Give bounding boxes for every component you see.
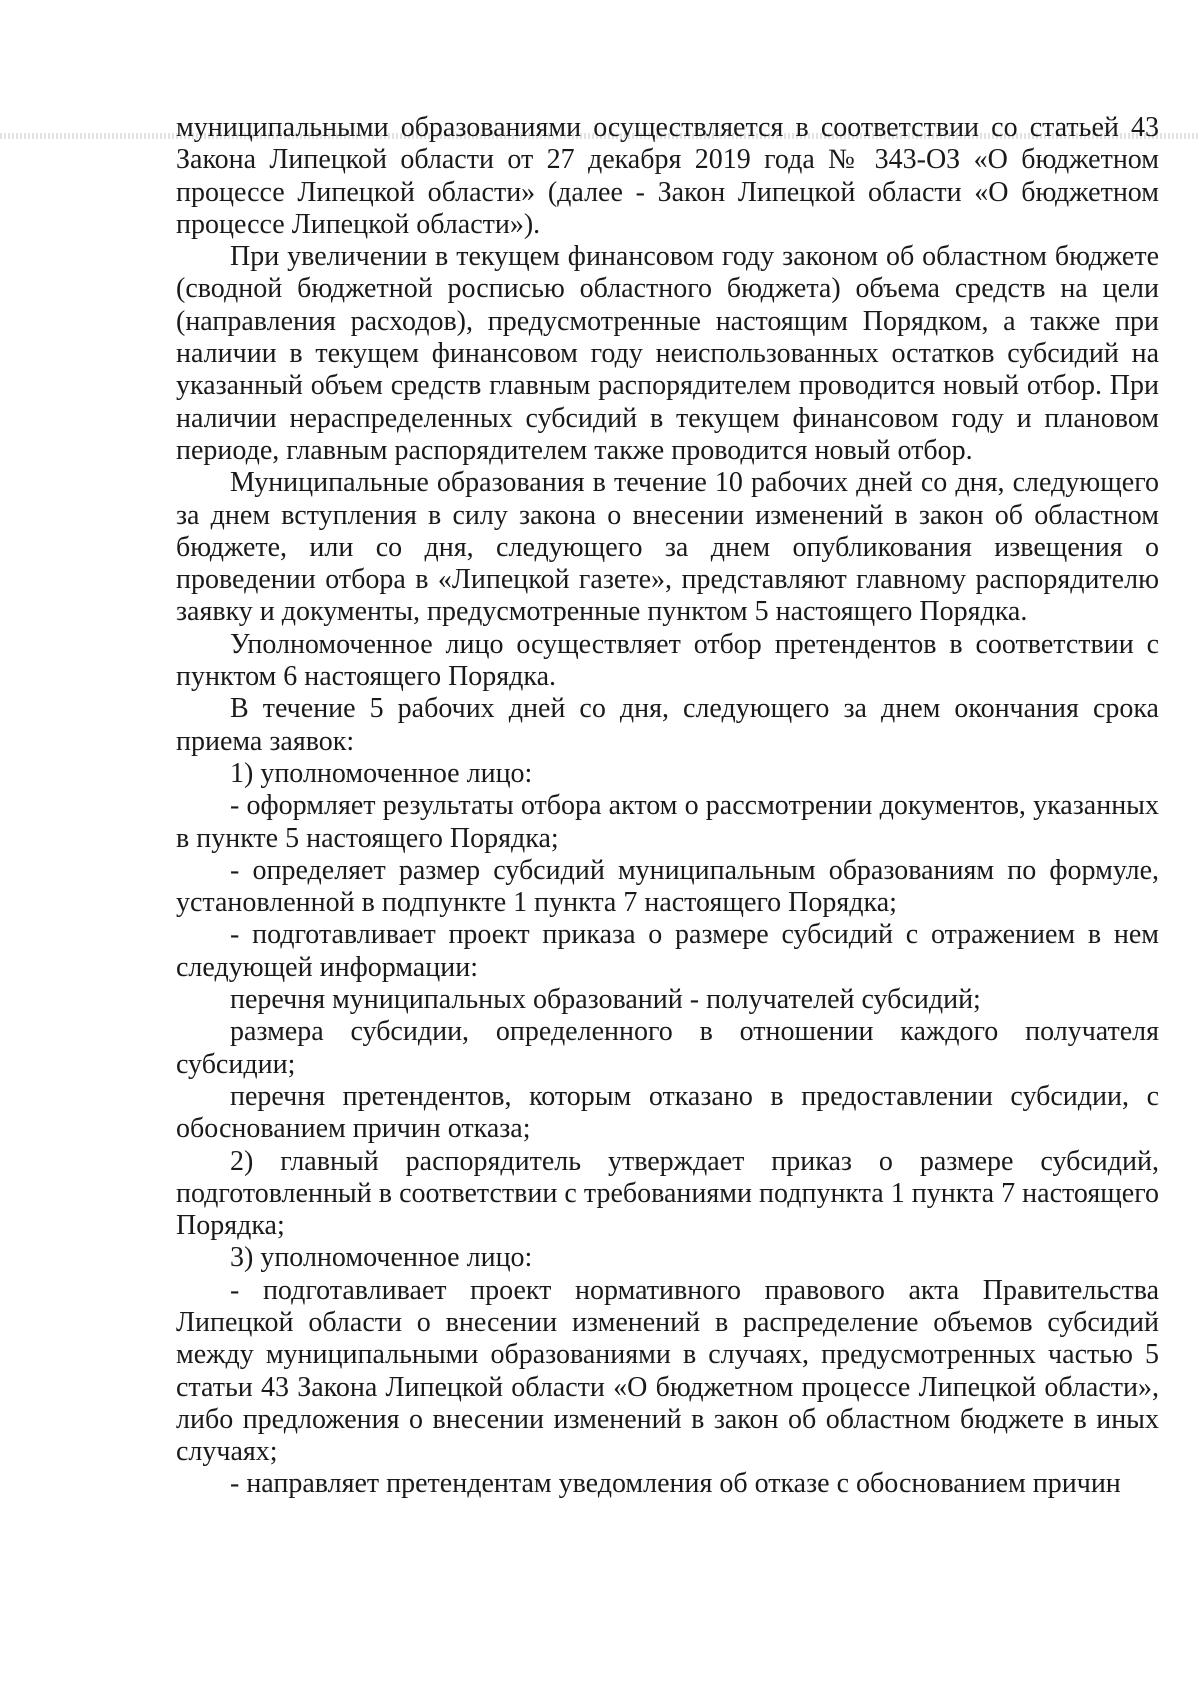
list-item: 2) главный распорядитель утверждает приказ о размере субсидий, подготовленный в соответствии с требованиями подпункта 1 пункта 7 настоящего Порядка;: [176, 1145, 1159, 1242]
list-item: - направляет претендентам уведомления об отказе с обоснованием причин: [230, 1468, 1121, 1500]
paragraph-continuation: муниципальными образованиями осуществляется в соответствии со статьей 43 Закона Липецкой области от 27 декабря 2019 года № 343-ОЗ «О бюджетном процессе Липецкой области» (далее - Закон Липецкой области «О бюджетном процессе Липецкой области»).: [176, 112, 1159, 240]
list-item: 3) уполномоченное лицо:: [230, 1242, 533, 1274]
paragraph: Уполномоченное лицо осуществляет отбор претендентов в соответствии с пунктом 6 настоящего Порядка.: [176, 628, 1159, 693]
list-item: - оформляет результаты отбора актом о рассмотрении документов, указанных в пункте 5 настоящего Порядка;: [176, 790, 1159, 854]
list-item: 1) уполномоченное лицо:: [230, 757, 533, 789]
document-body: [176, 112, 1159, 1501]
list-item: перечня претендентов, которым отказано в предоставлении субсидии, с обоснованием причин отказа;: [176, 1080, 1159, 1145]
list-item: - определяет размер субсидий муниципальным образованиям по формуле, установленной в подпункте 1 пункта 7 настоящего Порядка;: [176, 854, 1159, 919]
list-item: - подготавливает проект приказа о размере субсидий с отражением в нем следующей информации:: [176, 919, 1159, 983]
paragraph: Муниципальные образования в течение 10 рабочих дней со дня, следующего за днем вступления в силу закона о внесении изменений в закон об областном бюджете, или со дня, следующего за днем опубликования извещения о проведении отбора в «Липецкой газете», представляют главному распорядителю заявку и документы, предусмотренные пунктом 5 настоящего Порядка.: [176, 467, 1159, 628]
paragraph: При увеличении в текущем финансовом году законом об областном бюджете (сводной бюджетной росписью областного бюджета) объема средств на цели (направления расходов), предусмотренные настоящим Порядком, а также при наличии в текущем финансовом году неиспользованных остатков субсидий на указанный объем средств главным распорядителем проводится новый отбор. При наличии нераспределенных субсидий в текущем финансовом году и плановом периоде, главным распорядителем также проводится новый отбор.: [176, 241, 1159, 466]
list-item: перечня муниципальных образований - получателей субсидий;: [230, 984, 981, 1016]
list-item: размера субсидии, определенного в отношении каждого получателя субсидии;: [176, 1016, 1159, 1080]
paragraph: В течение 5 рабочих дней со дня, следующего за днем окончания срока приема заявок:: [176, 693, 1159, 757]
list-item: - подготавливает проект нормативного правового акта Правительства Липецкой области о внесении изменений в распределение объемов субсидий между муниципальными образованиями в случаях, предусмотренных частью 5 статьи 43 Закона Липецкой области «О бюджетном процессе Липецкой области», либо предложения о внесении изменений в закон об областном бюджете в иных случаях;: [176, 1274, 1159, 1468]
